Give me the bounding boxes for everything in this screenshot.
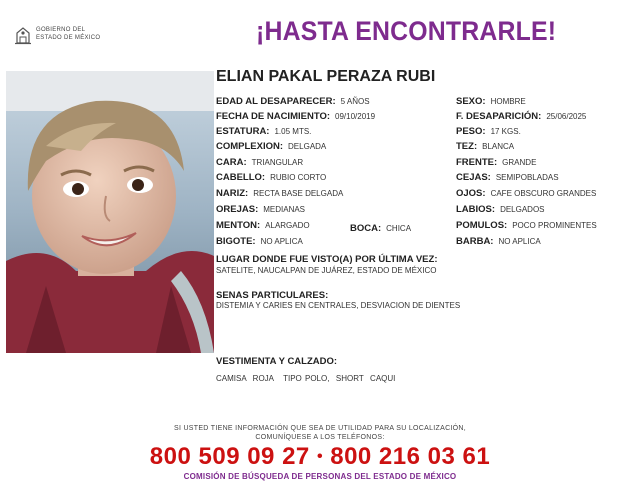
marks-label: SENAS PARTICULARES: <box>216 290 329 301</box>
marks-value: DISTEMIA Y CARIES EN CENTRALES, DESVIACION DE DIENTES <box>216 301 461 310</box>
phone-2[interactable]: 800 216 03 61 <box>330 443 491 470</box>
field-fecha-nacimiento: FECHA DE NACIMIENTO: 09/10/2019 <box>216 111 376 122</box>
contact-info-line-2: COMUNÍQUESE A LOS TELÉFONOS: <box>255 434 385 441</box>
field-complexion: COMPLEXION: DELGADA <box>216 141 327 152</box>
clothing-label: VESTIMENTA Y CALZADO: <box>216 356 338 367</box>
person-name: ELIAN PAKAL PERAZA RUBI <box>216 68 436 85</box>
field-peso: PESO: 17 KGS. <box>456 126 521 137</box>
field-pomulos: POMULOS: POCO PROMINENTES <box>456 220 597 231</box>
clothing-value: CAMISA ROJA TIPO POLO, SHORT CAQUI <box>216 374 396 383</box>
contact-info-line-1: SI USTED TIENE INFORMACIÓN QUE SEA DE UTILIDAD PARA SU LOCALIZACIÓN, <box>173 425 467 432</box>
footer-commission: COMISIÓN DE BÚSQUEDA DE PERSONAS DEL ESTADO DE MÉXICO <box>183 472 457 481</box>
child-photo <box>6 71 214 353</box>
field-cejas: CEJAS: SEMIPOBLADAS <box>456 172 559 183</box>
state-emblem-icon <box>14 25 32 45</box>
phone-numbers <box>0 443 640 471</box>
field-menton: MENTON: ALARGADO <box>216 220 310 231</box>
logo-line-2: ESTADO DE MÉXICO <box>36 35 101 41</box>
field-estatura: ESTATURA: 1.05 MTS. <box>216 126 312 137</box>
field-sexo: SEXO: HOMBRE <box>456 96 526 107</box>
field-cara: CARA: TRIANGULAR <box>216 157 304 168</box>
field-cabello: CABELLO: RUBIO CORTO <box>216 172 327 183</box>
field-edad: EDAD AL DESAPARECER: 5 AÑOS <box>216 96 370 107</box>
field-fecha-desaparicion: F. DESAPARICIÓN: 25/06/2025 <box>456 111 587 122</box>
field-bigote: BIGOTE: NO APLICA <box>216 236 303 247</box>
field-labios: LABIOS: DELGADOS <box>456 204 545 215</box>
field-frente: FRENTE: GRANDE <box>456 157 537 168</box>
field-nariz: NARIZ: RECTA BASE DELGADA <box>216 188 344 199</box>
last-seen-value: SATELITE, NAUCALPAN DE JUÁREZ, ESTADO DE MÉXICO <box>216 266 437 275</box>
headline: ¡HASTA ENCONTRARLE! <box>256 16 557 46</box>
field-orejas: OREJAS: MEDIANAS <box>216 204 306 215</box>
phone-1[interactable]: 800 509 09 27 <box>149 443 310 470</box>
field-ojos: OJOS: CAFE OBSCURO GRANDES <box>456 188 597 199</box>
last-seen-label: LUGAR DONDE FUE VISTO(A) POR ÚLTIMA VEZ: <box>216 254 438 265</box>
logo-line-1: GOBIERNO DEL <box>36 27 86 33</box>
field-barba: BARBA: NO APLICA <box>456 236 541 247</box>
field-tez: TEZ: BLANCA <box>456 141 515 152</box>
government-logo <box>14 25 114 47</box>
phone-separator: • <box>316 448 324 465</box>
field-boca: BOCA: CHICA <box>350 223 412 234</box>
